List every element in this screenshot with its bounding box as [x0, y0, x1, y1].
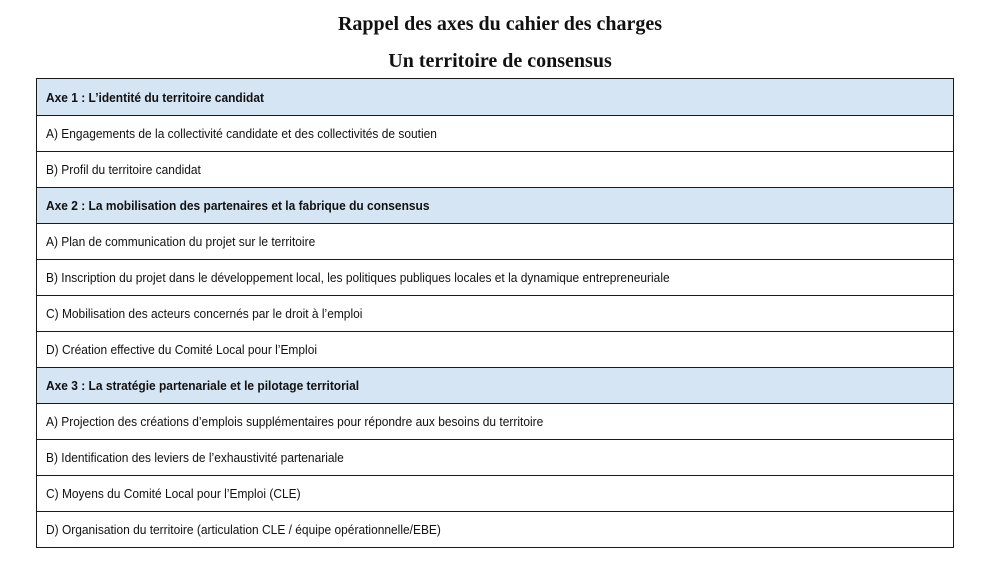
- axis-item-text: B) Identification des leviers de l’exhaustivité partenariale: [46, 450, 344, 465]
- axis-item-text: A) Engagements de la collectivité candidate et des collectivités de soutien: [46, 126, 437, 141]
- axis-item-row: [37, 475, 953, 511]
- axis-item-text: C) Mobilisation des acteurs concernés par le droit à l’emploi: [46, 306, 363, 321]
- axis-item-text: A) Projection des créations d’emplois supplémentaires pour répondre aux besoins du territoire: [46, 414, 544, 429]
- axis-header-row: [37, 187, 953, 223]
- axis-item-row: [37, 295, 953, 331]
- axis-header-text: Axe 3 : La stratégie partenariale et le pilotage territorial: [46, 378, 360, 393]
- axis-item-text: D) Organisation du territoire (articulation CLE / équipe opérationnelle/EBE): [46, 522, 441, 537]
- axis-item-row: [37, 511, 953, 547]
- axis-header-text: Axe 1 : L’identité du territoire candidat: [46, 89, 264, 105]
- axis-item-text: A) Plan de communication du projet sur le territoire: [46, 234, 316, 249]
- axes-table: [36, 78, 954, 548]
- axis-item-row: [37, 223, 953, 259]
- axis-item-row: [37, 403, 953, 439]
- axis-item-row: [37, 151, 953, 187]
- axis-item-row: [37, 259, 953, 295]
- axis-item-row: [37, 115, 953, 151]
- axis-item-row: [37, 439, 953, 475]
- axis-item-text: D) Création effective du Comité Local pour l’Emploi: [46, 342, 318, 357]
- document-title: Rappel des axes du cahier des charges: [337, 13, 663, 35]
- document-subtitle: Un territoire de consensus: [388, 50, 612, 72]
- axis-item-text: B) Inscription du projet dans le développement local, les politiques publiques locales et la dynamique entrepreneuriale: [46, 270, 670, 285]
- axis-item-row: [37, 331, 953, 367]
- axis-header-row: [37, 367, 953, 403]
- axis-header-text: Axe 2 : La mobilisation des partenaires et la fabrique du consensus: [46, 198, 430, 213]
- axis-item-text: B) Profil du territoire candidat: [46, 162, 201, 177]
- axis-item-text: C) Moyens du Comité Local pour l’Emploi (CLE): [46, 486, 301, 501]
- axis-header-row: [37, 79, 953, 115]
